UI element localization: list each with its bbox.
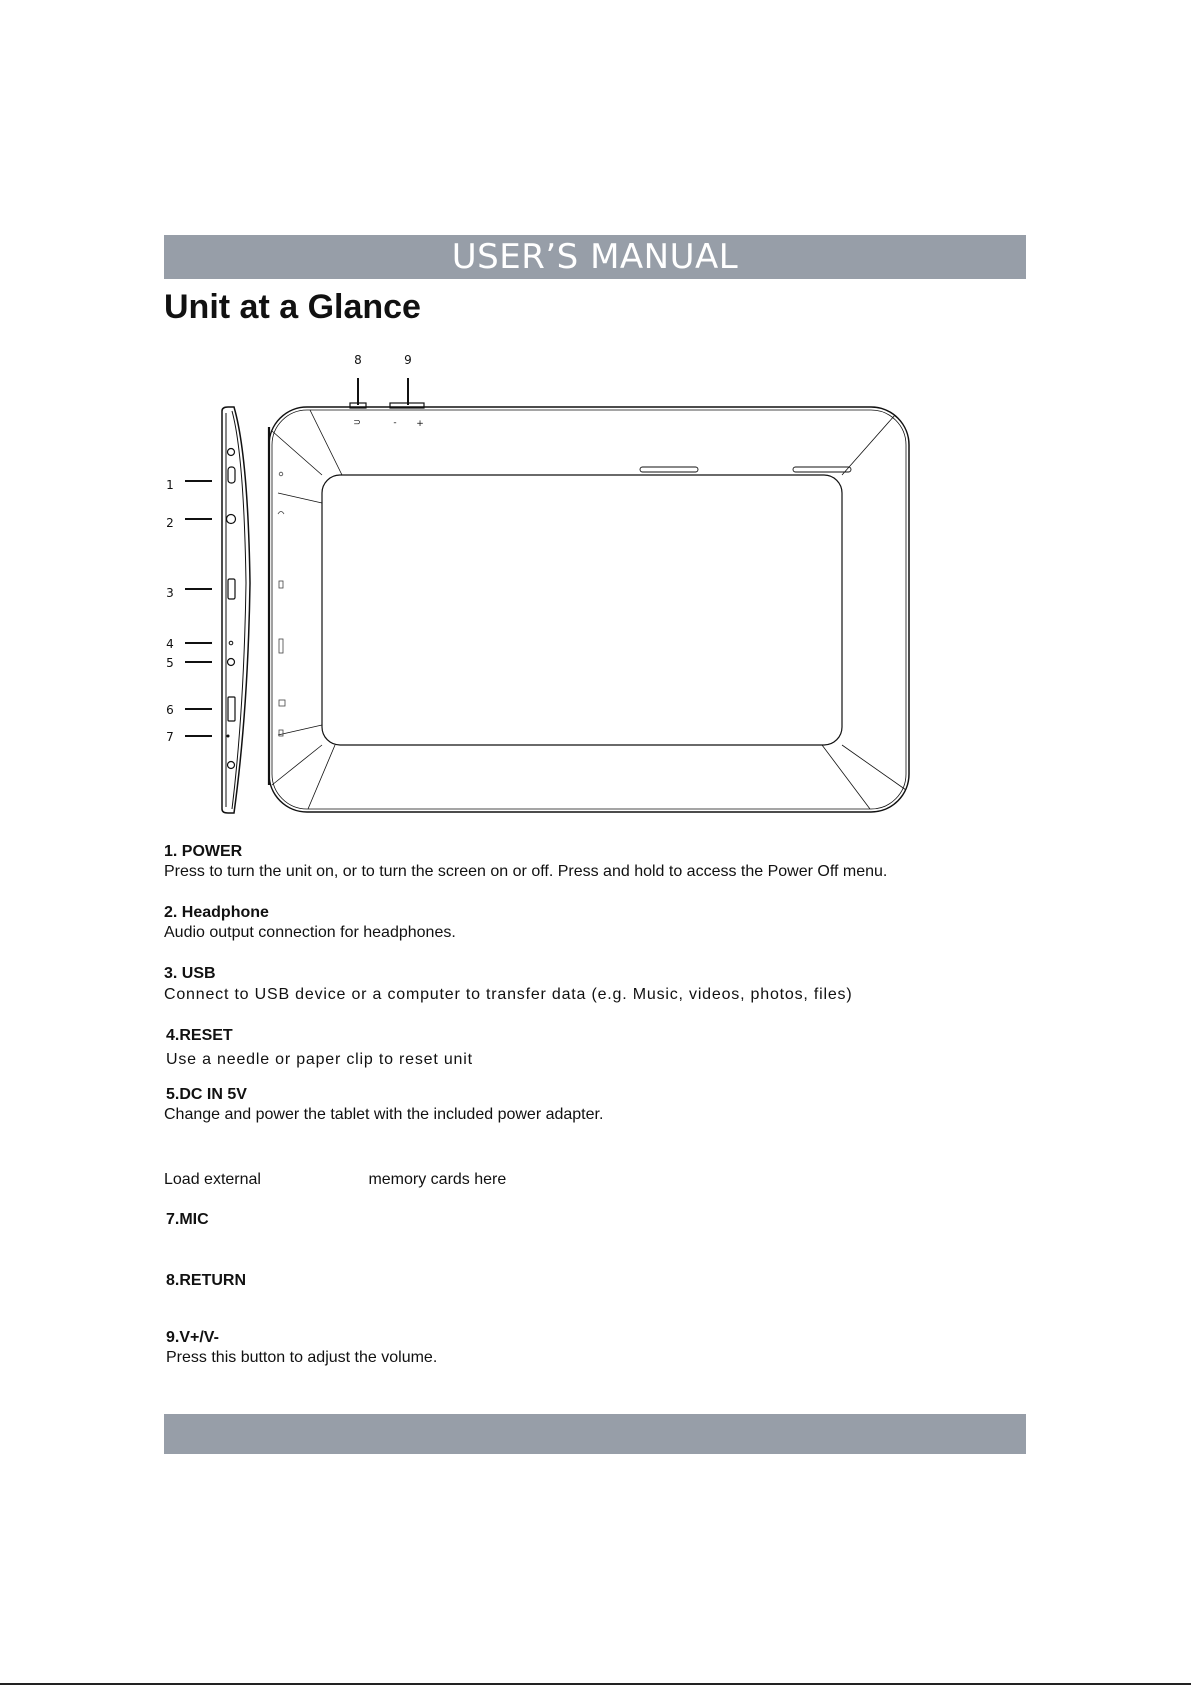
callout-2: 2 (166, 516, 174, 530)
volume-plus-mark: + (416, 419, 424, 429)
item-reset (166, 1027, 473, 1069)
item-description: Connect to USB device or a computer to transfer data (e.g. Music, videos, photos, files) (164, 986, 853, 1003)
item-heading: 4.RESET (166, 1027, 233, 1044)
side-dc-in-icon (228, 659, 235, 666)
callout-9: 9 (404, 353, 412, 367)
item-heading: 7.MIC (166, 1211, 209, 1228)
item-headphone (164, 904, 456, 942)
item-description: Press this button to adjust the volume. (166, 1349, 438, 1366)
item-card-slot (164, 1169, 764, 1189)
header-banner (164, 235, 1026, 279)
tablet-screen (322, 475, 842, 745)
side-usb-port (228, 579, 235, 599)
tablet-side-view (222, 407, 250, 813)
callout-6: 6 (166, 703, 174, 717)
return-button-mark: ⊃ (353, 418, 361, 428)
item-description: Change and power the tablet with the included power adapter. (164, 1106, 604, 1123)
side-bottom-screw-icon (228, 762, 235, 769)
footer-banner (164, 1414, 1026, 1454)
callout-4: 4 (166, 637, 174, 651)
side-callouts (185, 481, 212, 736)
callout-5: 5 (166, 656, 174, 670)
item-heading: 1. POWER (164, 843, 243, 860)
port-glyphs (278, 472, 285, 736)
item-heading: 2. Headphone (164, 904, 269, 921)
banner-title: USER’S MANUAL (451, 237, 739, 277)
side-headphone-jack-icon (227, 515, 236, 524)
item-heading: 8.RETURN (166, 1272, 247, 1289)
item-description-left: Load external (164, 1171, 261, 1188)
item-description: Use a needle or paper clip to reset unit (166, 1051, 473, 1068)
item-power (164, 843, 887, 881)
speaker-grille-right (793, 467, 851, 472)
item-mic (166, 1211, 209, 1229)
item-heading: 9.V+/V- (166, 1329, 219, 1346)
callout-1: 1 (166, 478, 174, 492)
callout-8: 8 (354, 353, 362, 367)
item-usb (164, 965, 852, 1004)
item-dc-in (164, 1086, 603, 1124)
callout-7: 7 (166, 730, 174, 744)
side-mic-hole-icon (227, 735, 229, 737)
tablet-front-view (269, 403, 909, 812)
item-description: Press to turn the unit on, or to turn the screen on or off. Press and hold to access the Power Off menu. (164, 863, 888, 880)
volume-minus-mark: - (393, 418, 397, 428)
speaker-grille-left (640, 467, 698, 472)
side-reset-hole-icon (229, 641, 233, 645)
callout-3: 3 (166, 586, 174, 600)
item-description: Audio output connection for headphones. (164, 924, 456, 941)
item-return (166, 1272, 246, 1290)
page-title: Unit at a Glance (164, 288, 421, 326)
item-heading: 3. USB (164, 965, 216, 982)
item-description-right: memory cards here (368, 1171, 507, 1188)
side-power-button (228, 467, 235, 483)
item-volume (166, 1329, 437, 1367)
item-heading: 5.DC IN 5V (166, 1086, 247, 1103)
device-diagram (150, 345, 930, 820)
side-card-slot (228, 697, 235, 721)
side-power-screw-icon (228, 449, 235, 456)
